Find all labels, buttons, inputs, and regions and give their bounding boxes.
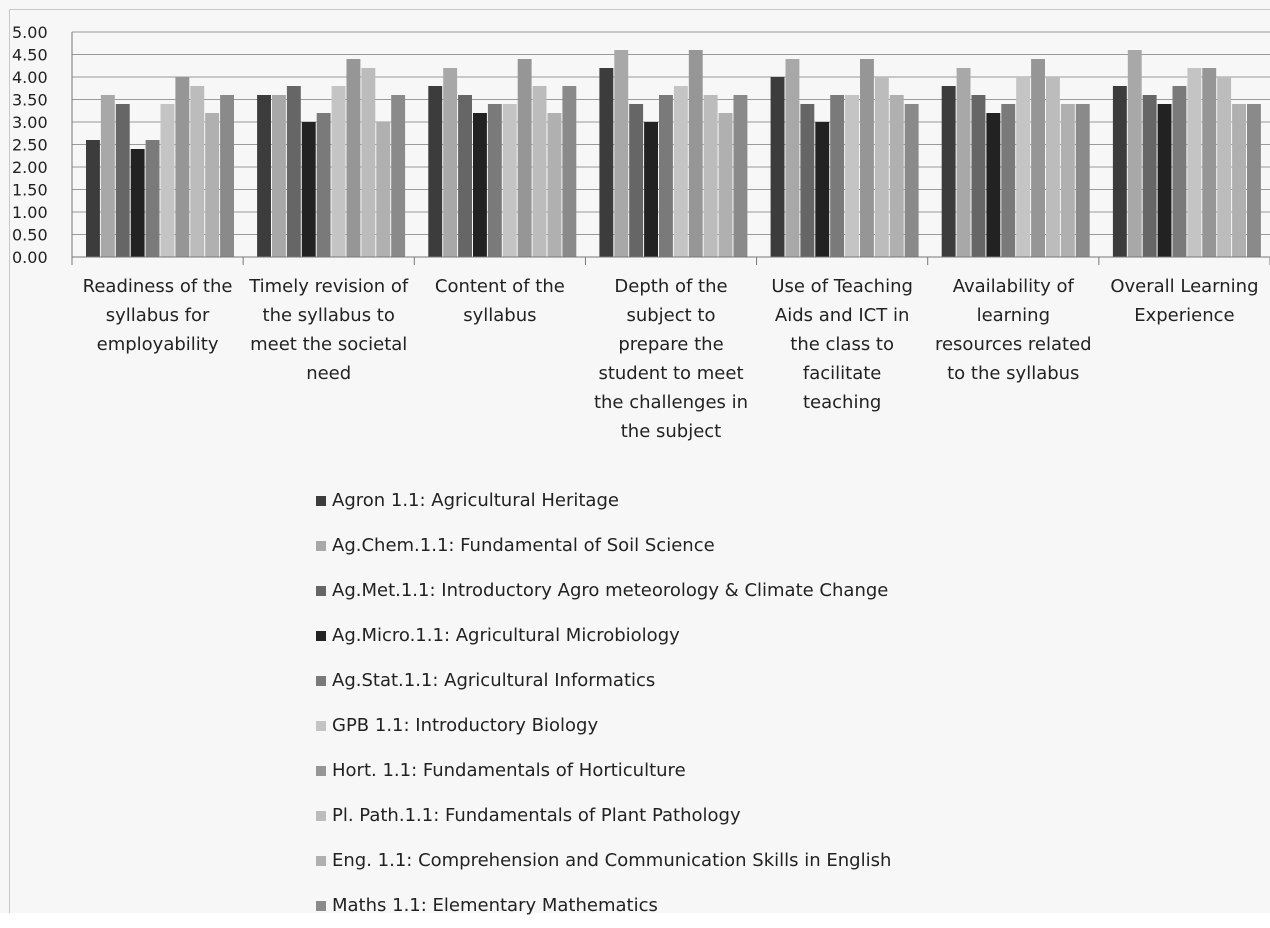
bar — [220, 95, 234, 257]
legend-swatch — [316, 901, 326, 911]
bar — [391, 95, 405, 257]
legend-swatch — [316, 811, 326, 821]
bar — [986, 113, 1000, 257]
y-tick-label: 4.00 — [12, 68, 48, 87]
bar — [1202, 68, 1216, 257]
y-tick-label: 2.50 — [12, 135, 48, 155]
legend-item — [316, 838, 891, 883]
bar — [473, 113, 487, 257]
legend-item — [316, 748, 891, 793]
bar — [272, 95, 286, 257]
legend-label: Ag.Met.1.1: Introductory Agro meteorology & Climate Change — [332, 580, 889, 601]
bar — [1187, 68, 1201, 257]
legend-swatch — [316, 676, 326, 686]
legend-label: Maths 1.1: Elementary Mathematics — [332, 895, 658, 916]
bar — [86, 140, 100, 257]
legend-item — [316, 703, 891, 748]
bar — [1247, 104, 1261, 257]
y-tick-label: 5.00 — [12, 23, 48, 42]
legend-label: Ag.Chem.1.1: Fundamental of Soil Science — [332, 535, 715, 556]
legend-item — [316, 883, 891, 928]
bar — [458, 95, 472, 257]
legend-swatch — [316, 721, 326, 731]
bar — [1001, 104, 1015, 257]
bar — [704, 95, 718, 257]
bar — [562, 86, 576, 257]
legend-item — [316, 523, 891, 568]
legend-swatch — [316, 586, 326, 596]
bar — [488, 104, 502, 257]
legend-label: Ag.Micro.1.1: Agricultural Microbiology — [332, 625, 680, 646]
bar — [689, 50, 703, 257]
y-tick-label: 4.50 — [12, 45, 48, 65]
bar — [1173, 86, 1187, 257]
legend-item — [316, 793, 891, 838]
bar — [361, 68, 375, 257]
bar — [548, 113, 562, 257]
bar — [957, 68, 971, 257]
bar — [1016, 77, 1030, 257]
legend-item — [316, 568, 891, 613]
bar — [1232, 104, 1246, 257]
bar — [942, 86, 956, 257]
bar — [1076, 104, 1090, 257]
y-tick-label: 1.50 — [12, 180, 48, 200]
bar — [131, 149, 145, 257]
legend-swatch — [316, 856, 326, 866]
bar — [443, 68, 457, 257]
x-category-label: Timely revision of the syllabus to meet the societal need — [249, 276, 409, 384]
bar — [116, 104, 130, 257]
bar — [347, 59, 361, 257]
bar — [786, 59, 800, 257]
legend-label: Pl. Path.1.1: Fundamentals of Plant Pathology — [332, 805, 741, 826]
bar — [815, 122, 829, 257]
bar — [1031, 59, 1045, 257]
bar — [629, 104, 643, 257]
bar — [1061, 104, 1075, 257]
bar — [830, 95, 844, 257]
legend-item — [316, 613, 891, 658]
y-tick-label: 3.50 — [12, 90, 48, 110]
x-category-label: Readiness of the syllabus for employability — [82, 276, 233, 355]
legend-swatch — [316, 766, 326, 776]
x-category-label: Use of Teaching Aids and ICT in the class to facilitate teaching — [771, 276, 913, 413]
bar — [146, 140, 160, 257]
legend-swatch — [316, 541, 326, 551]
bar — [205, 113, 219, 257]
bar — [302, 122, 316, 257]
bar — [533, 86, 547, 257]
y-tick-label: 3.00 — [12, 113, 48, 132]
x-category-label: Overall Learning Experience — [1110, 276, 1259, 326]
y-tick-label: 1.00 — [12, 203, 48, 222]
y-axis-ticks — [12, 23, 48, 267]
bar — [614, 50, 628, 257]
bar — [800, 104, 814, 257]
legend-label: Agron 1.1: Agricultural Heritage — [332, 490, 619, 511]
bar — [518, 59, 532, 257]
x-category-label: Depth of the subject to prepare the student to meet the challenges in the subject — [593, 276, 749, 442]
bar — [719, 113, 733, 257]
bar — [734, 95, 748, 257]
bar — [860, 59, 874, 257]
legend-swatch — [316, 496, 326, 506]
bar — [890, 95, 904, 257]
legend-label: Ag.Stat.1.1: Agricultural Informatics — [332, 670, 656, 691]
bar — [875, 77, 889, 257]
bar — [845, 95, 859, 257]
bar — [503, 104, 517, 257]
bar — [1143, 95, 1157, 257]
bar — [1128, 50, 1142, 257]
bar — [1217, 77, 1231, 257]
legend-item — [316, 478, 891, 523]
bar — [771, 77, 785, 257]
legend — [316, 478, 891, 928]
y-tick-label: 2.00 — [12, 158, 48, 177]
bar — [1158, 104, 1172, 257]
bar — [1113, 86, 1127, 257]
bar — [376, 122, 390, 257]
bar — [317, 113, 331, 257]
legend-label: Eng. 1.1: Comprehension and Communication Skills in English — [332, 850, 892, 871]
bar — [161, 104, 175, 257]
bar — [257, 95, 271, 257]
bar — [644, 122, 658, 257]
bar — [175, 77, 189, 257]
legend-label: GPB 1.1: Introductory Biology — [332, 715, 599, 736]
bar — [599, 68, 613, 257]
bar — [190, 86, 204, 257]
bar — [287, 86, 301, 257]
bar — [674, 86, 688, 257]
x-category-label: Availability of learning resources related to the syllabus — [934, 276, 1092, 384]
y-tick-label: 0.50 — [12, 225, 48, 245]
bar — [905, 104, 919, 257]
x-category-label: Content of the syllabus — [434, 276, 565, 326]
bar — [1046, 77, 1060, 257]
bar — [659, 95, 673, 257]
legend-item — [316, 658, 891, 703]
bar — [972, 95, 986, 257]
y-tick-label: 0.00 — [12, 248, 48, 267]
bar — [332, 86, 346, 257]
bar — [101, 95, 115, 257]
legend-swatch — [316, 631, 326, 641]
bars — [86, 50, 1261, 257]
bar — [428, 86, 442, 257]
legend-label: Hort. 1.1: Fundamentals of Horticulture — [332, 760, 686, 781]
